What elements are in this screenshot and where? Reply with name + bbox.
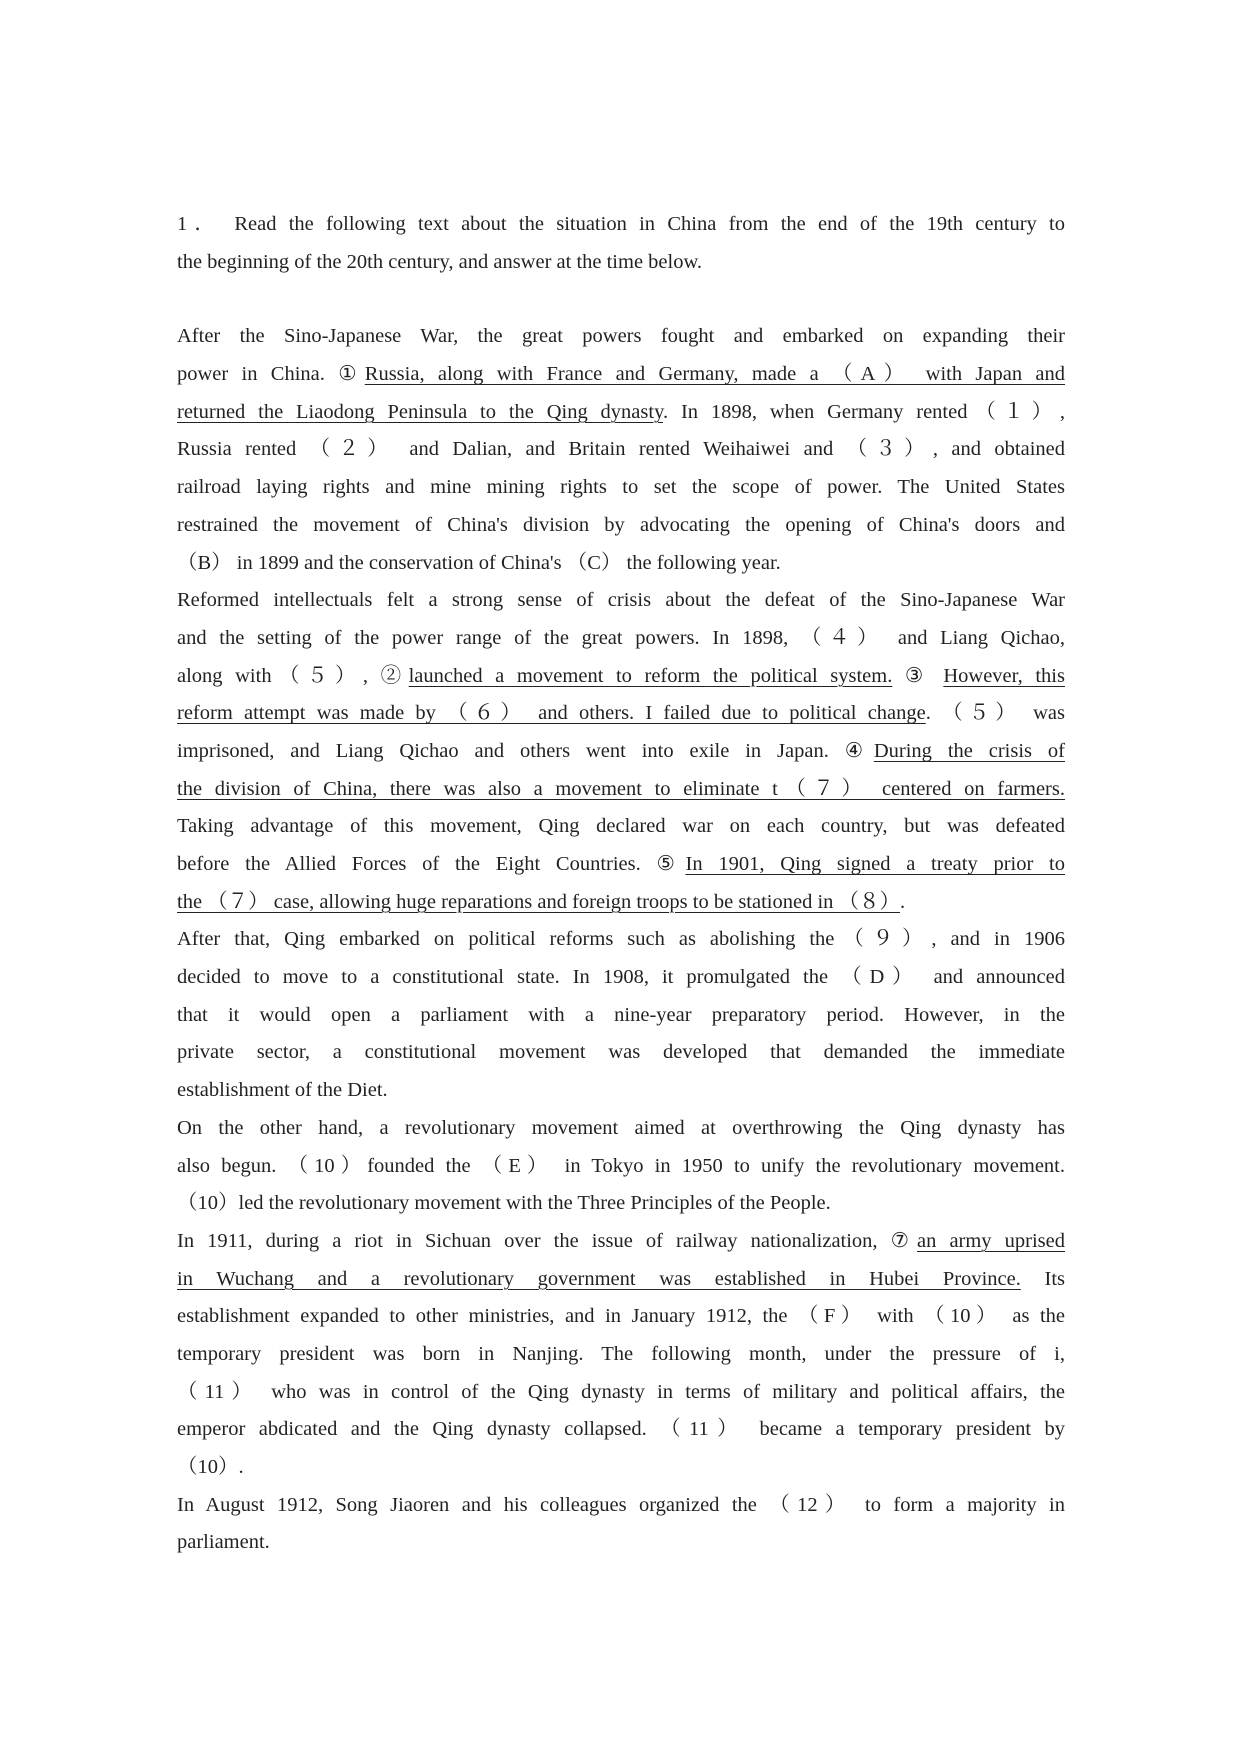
text-line: Reformed intellectuals felt a strong sense of crisis about the defeat of the Sino-Japanese War	[177, 589, 1065, 612]
text-line: private sector, a constitutional movement was developed that demanded the immediate	[177, 1041, 1065, 1064]
question-line-2: the beginning of the 20th century, and answer at the time below.	[177, 250, 703, 273]
underline-3: However, this	[943, 664, 1065, 687]
text-line: （10）.	[177, 1456, 244, 1478]
text-line: （10）led the revolutionary movement with the Three Principles of the People.	[177, 1192, 831, 1215]
underline-4-cont: the division of China, there was also a movement to eliminate t（７） centered on farmers.	[177, 777, 1065, 800]
text-line: establishment expanded to other ministries, and in January 1912, the （F） with （10） as the	[177, 1305, 1065, 1328]
text-line: restrained the movement of China's division by advocating the opening of China's doors and	[177, 513, 1065, 536]
text-line: imprisoned, and Liang Qichao and others went into exile in Japan. ④During the crisis of	[177, 739, 1065, 762]
underline-2: launched a movement to reform the political system.	[408, 664, 893, 687]
text-line: （11） who was in control of the Qing dynasty in terms of military and political affairs, the	[177, 1380, 1065, 1403]
text-line: In August 1912, Song Jiaoren and his colleagues organized the （12） to form a majority in	[177, 1493, 1065, 1516]
text-line: Russia rented （２） and Dalian, and Britain rented Weihaiwei and （３）, and obtained	[177, 438, 1065, 461]
text-line: returned the Liaodong Peninsula to the Qing dynasty. In 1898, when Germany rented（１）,	[177, 400, 1065, 423]
text-line: Taking advantage of this movement, Qing declared war on each country, but was defeated	[177, 815, 1065, 838]
text-line: the （７） case, allowing huge reparations and foreign troops to be stationed in （８）.	[177, 890, 906, 913]
text-line: also begun. （10）founded the （E） in Tokyo in 1950 to unify the revolutionary movement.	[177, 1154, 1065, 1177]
text-line: in Wuchang and a revolutionary government was established in Hubei Province. Its	[177, 1267, 1065, 1290]
text-line: decided to move to a constitutional state. In 1908, it promulgated the （D） and announced	[177, 966, 1065, 989]
underline-4: During the crisis of	[873, 739, 1065, 762]
underline-3-cont: reform attempt was made by （６） and others. I failed due to political change	[177, 702, 926, 725]
underline-7-cont: in Wuchang and a revolutionary government was established in Hubei Province.	[177, 1267, 1021, 1290]
text-line: In 1911, during a riot in Sichuan over the issue of railway nationalization, ⑦an army uprised	[177, 1229, 1065, 1252]
text-line: establishment of the Diet.	[177, 1079, 388, 1102]
text-line: along with（５）, ②launched a movement to reform the political system. ③ However, this	[177, 664, 1065, 687]
document-page	[177, 206, 1065, 1562]
paragraph-gap	[177, 281, 1065, 318]
text-line: reform attempt was made by （６） and others. I failed due to political change. （５） was	[177, 702, 1065, 725]
text-line: before the Allied Forces of the Eight Countries. ⑤In 1901, Qing signed a treaty prior to	[177, 853, 1065, 875]
text-line: parliament.	[177, 1531, 270, 1554]
underline-1-cont: returned the Liaodong Peninsula to the Qing dynasty	[177, 400, 663, 423]
text-line: temporary president was born in Nanjing. The following month, under the pressure of i,	[177, 1342, 1065, 1365]
underline-1: Russia, along with France and Germany, made a （A） with Japan and	[364, 363, 1065, 386]
underline-5-cont: the （７） case, allowing huge reparations and foreign troops to be stationed in （８）	[177, 890, 901, 913]
text-line: After that, Qing embarked on political reforms such as abolishing the（９）, and in 1906	[177, 928, 1065, 951]
underline-7: an army uprised	[917, 1229, 1065, 1252]
text-line: power in China. ①Russia, along with France and Germany, made a （A） with Japan and	[177, 363, 1065, 386]
question-line-1: 1． Read the following text about the situation in China from the end of the 19th century to	[177, 213, 1065, 235]
text-line: emperor abdicated and the Qing dynasty collapsed. （11） became a temporary president by	[177, 1418, 1065, 1441]
text-line: and the setting of the power range of the great powers. In 1898, （４） and Liang Qichao,	[177, 626, 1065, 649]
text-line: After the Sino-Japanese War, the great powers fought and embarked on expanding their	[177, 325, 1065, 348]
text-line: that it would open a parliament with a nine-year preparatory period. However, in the	[177, 1003, 1065, 1026]
text-line: railroad laying rights and mine mining rights to set the scope of power. The United States	[177, 476, 1065, 499]
text-line	[177, 771, 1065, 809]
text-line: On the other hand, a revolutionary movement aimed at overthrowing the Qing dynasty has	[177, 1116, 1065, 1139]
underline-5: In 1901, Qing signed a treaty prior to	[685, 853, 1065, 875]
text-line: （B） in 1899 and the conservation of China's （C） the following year.	[177, 551, 781, 574]
